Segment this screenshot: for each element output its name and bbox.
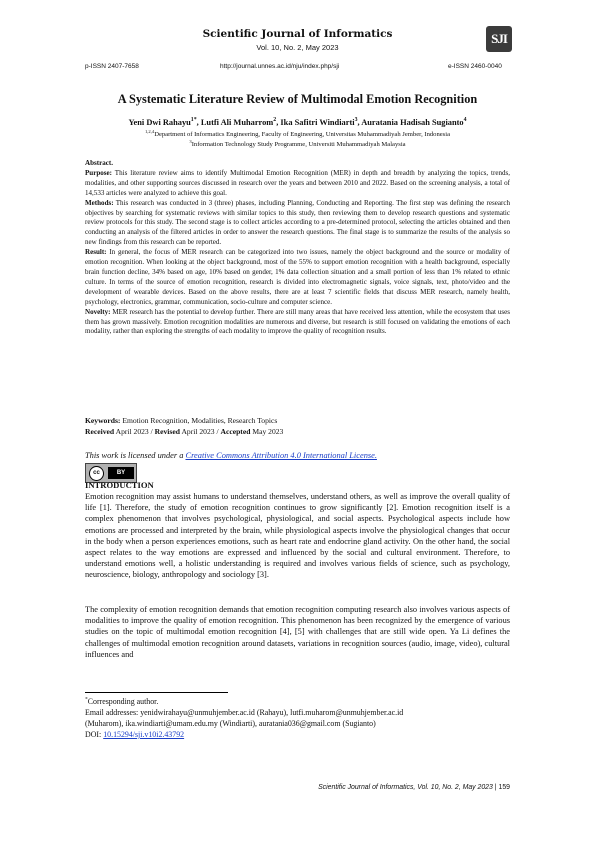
purpose-line: 2010 and 2022. Based on the screening analysis, a total of 14,533 articles were analyzed to achieve this goal. [85,178,510,197]
intro-line: while physiological aspects involve the physiological changes that occur in the body when a person [85,525,510,546]
e-issn: e-ISSN 2460-0040 [448,63,502,70]
footnote-marker: * [85,696,88,703]
revised-date: April 2023 [181,427,215,436]
footer-citation: Scientific Journal of Informatics, Vol. 10, No. 2, May 2023 [318,784,493,791]
journal-volume: Vol. 10, No. 2, May 2023 [256,43,339,52]
intro-line: around datasets, variations in recognition sources (audio, image, video), cultural influences and [85,638,510,659]
intro-line: [2]. Emotion recognition itself is a complex phenomenon that involves psychological, physiological, and [85,503,510,524]
footnote-doi [85,730,515,741]
result-line: In general, the focus of MER research can be categorized into two issues, namely the object background and [109,248,433,257]
journal-logo: SJI [486,26,512,52]
footer-separator: | [494,784,497,791]
intro-line: such as psychology, neuroscience, biology, anthropology and sociology [3]. [85,559,510,580]
affiliation-2-sup: 3 [189,138,192,144]
affiliation-2 [0,138,595,148]
page-footer [318,784,510,791]
methods-line: analysis so new findings from this research can be reported. [85,228,510,247]
journal-url[interactable]: http://journal.unnes.ac.id/nju/index.php/sji [220,63,340,70]
abstract-result [85,248,510,307]
received-label: Received [85,427,115,436]
methods-line: step was defining the research objectives by searching for systematic reviews with similar topics to this study, then [85,198,511,217]
intro-line: social aspects. Psychological aspects include how emotions are processed and interpreted by the brain, [85,514,511,535]
author-list [0,118,595,127]
novelty-line: while the ecosystem that uses them has grown massively. Emotion recognition modalities are numerous and diverse, [85,307,511,326]
author-3: , Ika Safitri Windiarti [276,118,355,127]
by-icon: BY [108,467,134,479]
abstract-heading: Abstract. [85,159,113,167]
doi-label: DOI: [85,730,102,739]
author-1-sup: 1* [190,117,197,124]
keywords-text: Emotion Recognition, Modalities, Research Topics [122,416,278,425]
result-line: the source or modality of emotion recognition. When looking at the object background, most of the 55% to support [85,248,511,267]
accepted-label: Accepted [220,427,251,436]
intro-paragraph-2 [85,604,510,660]
keywords-label: Keywords: [85,416,121,425]
affiliation-1 [0,128,595,138]
result-line: research, namely health, psychology, electronics, grammar, communication, socio-culture and computer science. [85,287,510,306]
methods-line: collect articles according to a pre-determined protocol, selecting the articles obtained and then conducting an analysis [85,218,510,237]
affiliation-1-sup: 1,2,4 [144,128,155,134]
purpose-line: analyzing the topics, trends, modalities, and other supporting sources discussed in research over the years and between [85,168,511,187]
abstract-purpose [85,169,510,199]
author-4-sup: 4 [463,117,467,124]
novelty-line: MER research has the potential to develop further. There are still many areas that have received less attention, [112,307,425,316]
introduction-heading: INTRODUCTION [85,480,154,490]
result-line: emotion recognition with a health background, especially brain function decline, 34% based on age, 10% based on [85,258,510,276]
journal-name: Scientific Journal of Informatics [202,28,393,40]
author-3-sup: 3 [354,117,358,124]
result-line: development of wearable devices. Based on the above results, there are at least 7 scientific fields that discuss MER [85,287,436,296]
intro-line: to understand emotions well, a holistic understanding is required and involves various fields of science, [85,548,510,569]
affiliation-1-text: Department of Informatics Engineering, Faculty of Engineering, Universitas Muhammadiyah Jember, Indonesia [154,131,451,138]
page-number: 159 [498,784,510,791]
methods-line: reviewing them to develop research questions and systematic review protocols for this study. The second stage is to [85,208,510,227]
purpose-line: This literature review aims to identify Multimodal Emotion Recognition (MER) in depth and breadth by [114,168,425,177]
author-2: , Lutfi Ali Muharrom [196,118,274,127]
license-notice [85,451,377,460]
author-4: , Auratania Hadisah Sugianto [357,118,464,127]
keywords [85,416,277,425]
intro-line: The complexity of emotion recognition demands that emotion recognition computing research also involves [85,605,448,614]
novelty-line: but research is still focused on validating the emotions of each modality, rather than exploring the strengths of each [85,317,510,336]
footnote-corresponding [85,697,515,708]
footnote-emails-2: (Muharom), ika.windiarti@umam.edu.my (Windiarti), auratania036@gmail.com (Sugianto) [85,719,376,728]
intro-line: relates to the way emotions are expressed and influenced by the social and cultural environment. Therefore, [109,548,500,558]
result-label: Result: [85,248,107,257]
intro-line: various aspects of modalities to improve the quality of emotion recognition. This phenomenon has been [85,605,510,626]
footnote-emails-1: Email addresses: yenidwirahayu@unmuhjember.ac.id (Rahayu), lutfi.muharom@unmuhjember.ac.id [85,708,404,717]
author-1: Yeni Dwi Rahayu [128,118,191,127]
intro-line: recognized by the emergence of various studies on the topic of multimodal emotion recognition [4], [5] [85,616,510,637]
abstract-methods [85,199,510,249]
p-issn: p-ISSN 2407-7658 [85,63,139,70]
footnote-rule [85,692,228,693]
revised-label: Revised [154,427,180,436]
author-2-sup: 2 [273,117,277,124]
purpose-label: Purpose: [85,168,113,177]
received-dates: Received April 2023 / Revised April 2023 / Accepted May 2023 [85,427,284,436]
novelty-label: Novelty: [85,307,111,316]
methods-line: This research was conducted in 3 (three) phases, including Planning, Conducting and Reporting. The first [115,198,421,207]
license-link[interactable]: Creative Commons Attribution 4.0 International License. [185,451,377,460]
accepted-date: May 2023 [252,427,284,436]
intro-line: Emotion recognition may assist humans to understand themselves, understand others, as well as improve [85,492,438,501]
received-date: April 2023 [115,427,149,436]
result-line: gender, 1% data collection situation and a small portion of less than 1% related to ethnic culture. In terms of the source [85,267,511,286]
doi-link[interactable]: 10.15294/sji.v10i2.43792 [103,730,185,739]
novelty-line: modality to improve the quality of recognition results. [233,327,387,336]
intro-line: with challenges that are still wide open. Ya Li defines the challenges of multimodal emotion recognition [85,627,511,648]
methods-line: of the filtered articles in order to answer the research questions. The final stage is to summarize the results of the [152,228,477,237]
abstract-novelty [85,308,510,338]
corresponding-author: Corresponding author. [87,697,159,706]
result-line: of emotion recognition, research is divided into electromagnetic signals, voice signals, text, photo/video and the [178,277,510,286]
cc-icon: cc [89,466,104,481]
license-prefix: This work is licensed under a [85,451,184,460]
affiliation-2-text: Information Technology Study Programme, Universiti Muhammadiyah Malaysia [191,141,406,148]
intro-paragraph-1 [85,491,510,581]
intro-line: the overall quality of life [1]. Therefore, the study of emotion recognition continues to grow significantly [85,492,510,513]
methods-label: Methods: [85,198,114,207]
paper-title: A Systematic Literature Review of Multimodal Emotion Recognition [117,92,478,106]
abstract [85,159,510,337]
intro-line: experiences emotions, such as heart rate and endocrine gland activity. On the other hand, the social aspect [85,536,511,558]
